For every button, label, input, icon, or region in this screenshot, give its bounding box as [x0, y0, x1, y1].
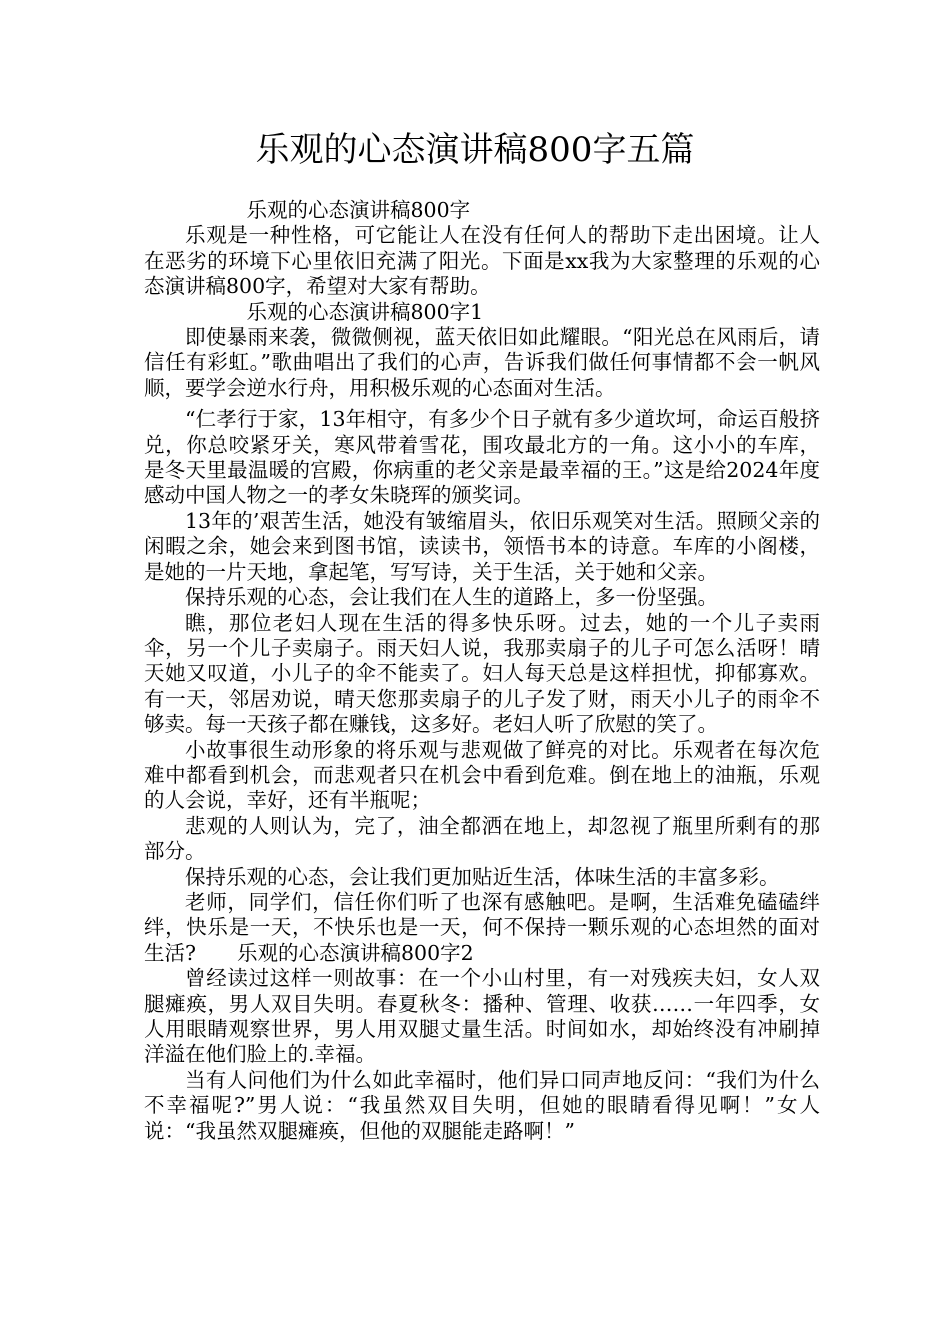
body-paragraph: 当有人问他们为什么如此幸福时，他们异口同声地反问：“我们为什么不幸福呢?”男人说：“我虽然双目失明，但她的眼睛看得见啊！”女人说：“我虽然双腿瘫痪，但他的双腿能走路啊！” [144, 1067, 820, 1143]
body-paragraph: 悲观的人则认为，完了，油全都洒在地上，却忽视了瓶里所剩有的那部分。 [144, 813, 820, 864]
body-paragraph: 保持乐观的心态，会让我们更加贴近生活，体味生活的丰富多彩。 [185, 864, 780, 889]
section-subtitle: 乐观的心态演讲稿800字 [246, 198, 471, 222]
body-paragraph: “仁孝行于家，13年相守，有多少个日子就有多少道坎坷，命运百般挤兑，你总咬紧牙关，寒风带着雪花，围攻最北方的一角。这小小的车库，是冬天里最温暖的宫殿，你病重的老父亲是最幸福的王。”这是给2024年度感动中国人物之一的孝女朱晓珲的颁奖词。 [144, 407, 820, 508]
body-paragraph: 即使暴雨来袭，微微侧视，蓝天依旧如此耀眼。“阳光总在风雨后，请信任有彩虹。”歌曲唱出了我们的心声，告诉我们做任何事情都不会一帆风顺，要学会逆水行舟，用积极乐观的心态面对生活。 [144, 325, 820, 400]
document-body [144, 198, 820, 1144]
intro-paragraph: 乐观是一种性格，可它能让人在没有任何人的帮助下走出困境。让人在恶劣的环境下心里依旧充满了阳光。下面是xx我为大家整理的乐观的心态演讲稿800字，希望对大家有帮助。 [144, 223, 820, 299]
document-title: 乐观的心态演讲稿800字五篇 [255, 130, 695, 170]
body-paragraph: 13年的’艰苦生活，她没有皱缩眉头，依旧乐观笑对生活。照顾父亲的闲暇之余，她会来到图书馆，读读书，领悟书本的诗意。车库的小阁楼，是她的一片天地，拿起笔，写写诗，关于生活，关于她和父亲。 [144, 508, 820, 584]
section-heading-1: 乐观的心态演讲稿800字1 [246, 299, 484, 324]
body-paragraph: 曾经读过这样一则故事：在一个小山村里，有一对残疾夫妇，女人双腿瘫痪，男人双目失明。春夏秋冬：播种、管理、收获……一年四季，女人用眼睛观察世界，男人用双腿丈量生活。时间如水，却始终没有冲刷掉洋溢在他们脸上的.幸福。 [144, 966, 820, 1067]
body-paragraph: 小故事很生动形象的将乐观与悲观做了鲜亮的对比。乐观者在每次危难中都看到机会，而悲观者只在机会中看到危难。倒在地上的油瓶，乐观的人会说，幸好，还有半瓶呢； [144, 737, 820, 813]
body-paragraph: 瞧，那位老妇人现在生活的得多快乐呀。过去，她的一个儿子卖雨伞，另一个儿子卖扇子。雨天妇人说，我那卖扇子的儿子可怎么活呀！晴天她又叹道，小儿子的伞不能卖了。妇人每天总是这样担忧，抑郁寡欢。有一天，邻居劝说，晴天您那卖扇子的儿子发了财，雨天小儿子的雨伞不够卖。每一天孩子都在赚钱，这多好。老妇人听了欣慰的笑了。 [144, 610, 820, 737]
body-paragraph: 保持乐观的心态，会让我们在人生的道路上，多一份坚强。 [185, 585, 718, 610]
body-paragraph: 老师，同学们，信任你们听了也深有感触吧。是啊，生活难免磕磕绊绊，快乐是一天，不快乐也是一天，何不保持一颗乐观的心态坦然的面对生活? 乐观的心态演讲稿800字2 [144, 889, 820, 965]
